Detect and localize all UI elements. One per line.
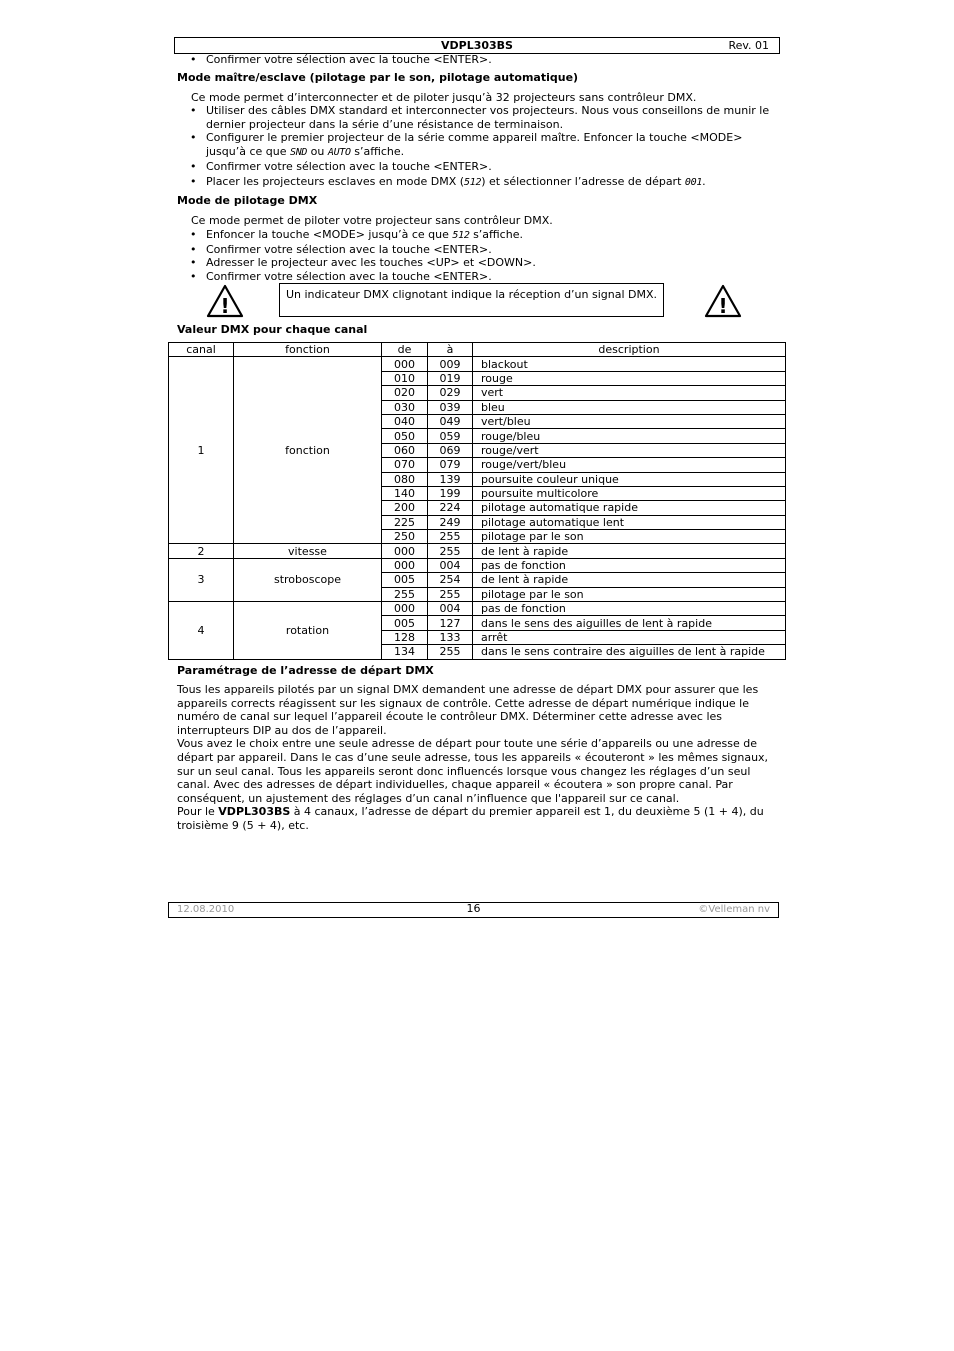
cell-a: 019 <box>428 371 473 385</box>
cell-canal: 1 <box>169 357 234 544</box>
cell-de: 000 <box>382 558 428 572</box>
list-item <box>177 228 777 243</box>
cell-a: 009 <box>428 357 473 371</box>
cell-a: 254 <box>428 573 473 587</box>
text-span: à 4 canaux, l’adresse de départ du premier appareil est 1, du deuxième 5 (1 + 4), du troisième 9 (5 + 4), etc. <box>177 805 764 832</box>
display-code: 512 <box>452 230 470 242</box>
list-item: • Confirmer votre sélection avec la touche <ENTER>. <box>177 160 777 174</box>
paragraph <box>177 805 779 832</box>
cell-a: 029 <box>428 386 473 400</box>
cell-de: 128 <box>382 630 428 644</box>
warning-triangle-icon <box>206 284 244 318</box>
notice-text: Un indicateur DMX clignotant indique la réception d’un signal DMX. <box>285 288 658 301</box>
text-span: Pour le <box>177 805 219 819</box>
section-intro: Ce mode permet d’interconnecter et de piloter jusqu’à 32 projecteurs sans contrôleur DMX. <box>191 90 697 104</box>
dmx-notice-box <box>279 283 664 317</box>
cell-a: 255 <box>428 530 473 544</box>
cell-description: pas de fonction <box>473 558 786 572</box>
cell-description: pilotage automatique lent <box>473 515 786 529</box>
warning-triangle-icon <box>704 284 742 318</box>
cell-description: pilotage par le son <box>473 587 786 601</box>
list-item: • Confirmer votre sélection avec la touche <ENTER>. <box>177 53 777 67</box>
cell-description: rouge/vert <box>473 443 786 457</box>
address-section <box>177 683 779 833</box>
top-bullet-section <box>177 53 777 67</box>
cell-de: 140 <box>382 486 428 500</box>
display-code: 512 <box>464 177 482 189</box>
cell-description: poursuite multicolore <box>473 486 786 500</box>
table-heading-wrap <box>177 323 777 337</box>
cell-a: 004 <box>428 558 473 572</box>
cell-de: 225 <box>382 515 428 529</box>
warning-mark: ! <box>718 294 728 318</box>
text-span: ou <box>307 144 328 158</box>
master-slave-section <box>177 71 777 190</box>
text-span: s’affiche. <box>350 144 405 158</box>
text-span: . <box>702 175 706 189</box>
display-code: 001 <box>684 177 703 189</box>
table-row <box>169 357 786 371</box>
list-item <box>177 131 777 159</box>
cell-a: 255 <box>428 645 473 659</box>
section-heading: Mode de pilotage DMX <box>177 194 318 207</box>
cell-a: 224 <box>428 501 473 515</box>
page-number: 16 <box>466 902 481 915</box>
cell-canal: 3 <box>169 558 234 601</box>
cell-description: rouge/bleu <box>473 429 786 443</box>
dmx-mode-section <box>177 194 777 284</box>
paragraph: Vous avez le choix entre une seule adresse de départ pour toute une série d’appareils ou une adresse de départ par appareil. Dans le cas d’une seule adresse, tous les appareils « écouteront » les mêmes signaux, sur un seul canal. Tous les appareils seront donc influencés lorsque vous changez les réglages d’un seul canal. Avec des adresses de départ individuelles, chaque appareil « écoutera » son propre canal. Par conséquent, un ajustement des réglages d’un canal n’influence que l'appareil sur ce canal. <box>177 737 769 805</box>
display-code: SND <box>289 146 308 158</box>
cell-de: 134 <box>382 645 428 659</box>
cell-de: 005 <box>382 616 428 630</box>
cell-description: blackout <box>473 357 786 371</box>
cell-de: 250 <box>382 530 428 544</box>
list-item: • Utiliser des câbles DMX standard et interconnecter vos projecteurs. Nous vous conseillons de munir le dernier projecteur dans la série d’une résistance de terminaison. <box>177 104 777 131</box>
display-code: AUTO <box>327 146 351 158</box>
page-header <box>174 37 780 54</box>
text-span: Configurer le premier projecteur de la série comme appareil maître. Enfoncer la touche <MODE> jusqu’à ce que <box>206 131 743 158</box>
cell-de: 030 <box>382 400 428 414</box>
col-header-description: description <box>473 343 786 357</box>
cell-de: 040 <box>382 414 428 428</box>
cell-de: 255 <box>382 587 428 601</box>
text-span: Placer les projecteurs esclaves en mode DMX ( <box>206 175 465 189</box>
page-footer <box>168 902 779 918</box>
cell-description: arrêt <box>473 630 786 644</box>
table-header-row <box>169 343 786 357</box>
cell-de: 000 <box>382 602 428 616</box>
cell-description: dans le sens des aiguilles de lent à rapide <box>473 616 786 630</box>
cell-de: 010 <box>382 371 428 385</box>
list-item: • Confirmer votre sélection avec la touche <ENTER>. <box>177 270 777 284</box>
cell-de: 020 <box>382 386 428 400</box>
cell-description: bleu <box>473 400 786 414</box>
cell-de: 000 <box>382 357 428 371</box>
cell-description: dans le sens contraire des aiguilles de lent à rapide <box>473 645 786 659</box>
cell-description: pilotage automatique rapide <box>473 501 786 515</box>
cell-description: vert/bleu <box>473 414 786 428</box>
cell-description: de lent à rapide <box>473 544 786 558</box>
cell-fonction: fonction <box>234 357 382 544</box>
cell-de: 070 <box>382 458 428 472</box>
cell-description: pilotage par le son <box>473 530 786 544</box>
section-heading: Valeur DMX pour chaque canal <box>177 323 368 336</box>
cell-fonction: rotation <box>234 602 382 660</box>
cell-a: 255 <box>428 587 473 601</box>
table-row <box>169 544 786 558</box>
cell-description: rouge/vert/bleu <box>473 458 786 472</box>
cell-description: poursuite couleur unique <box>473 472 786 486</box>
cell-a: 004 <box>428 602 473 616</box>
cell-fonction: stroboscope <box>234 558 382 601</box>
warning-mark: ! <box>220 294 230 318</box>
cell-de: 200 <box>382 501 428 515</box>
paragraph: Tous les appareils pilotés par un signal DMX demandent une adresse de départ DMX pour assurer que les appareils corrects réagissent sur les signaux de contrôle. Cette adresse de départ numérique indique le numéro de canal sur lequel l’appareil écoute le contrôleur DMX. Déterminer cette adresse avec les interrupteurs DIP au dos de l’appareil. <box>177 683 759 737</box>
text-span: s’affiche. <box>469 228 523 242</box>
cell-a: 255 <box>428 544 473 558</box>
cell-a: 059 <box>428 429 473 443</box>
cell-de: 000 <box>382 544 428 558</box>
cell-canal: 2 <box>169 544 234 558</box>
header-model: VDPL303BS <box>441 39 513 52</box>
cell-description: pas de fonction <box>473 602 786 616</box>
cell-de: 050 <box>382 429 428 443</box>
cell-description: rouge <box>473 371 786 385</box>
section-intro: Ce mode permet de piloter votre projecteur sans contrôleur DMX. <box>191 213 553 227</box>
list-item: • Confirmer votre sélection avec la touche <ENTER>. <box>177 243 777 257</box>
cell-canal: 4 <box>169 602 234 660</box>
col-header-a: à <box>428 343 473 357</box>
header-revision: Rev. 01 <box>728 39 769 52</box>
cell-de: 060 <box>382 443 428 457</box>
col-header-de: de <box>382 343 428 357</box>
col-header-canal: canal <box>169 343 234 357</box>
section-heading: Paramétrage de l’adresse de départ DMX <box>177 664 434 677</box>
cell-de: 005 <box>382 573 428 587</box>
table-row <box>169 558 786 572</box>
cell-description: vert <box>473 386 786 400</box>
list-item: • Adresser le projecteur avec les touches <UP> et <DOWN>. <box>177 256 777 270</box>
footer-date: 12.08.2010 <box>177 904 235 915</box>
cell-a: 069 <box>428 443 473 457</box>
address-heading-wrap <box>177 664 779 678</box>
table-body <box>169 357 786 659</box>
dmx-channel-table <box>168 342 786 660</box>
table-row <box>169 602 786 616</box>
cell-a: 049 <box>428 414 473 428</box>
model-name: VDPL303BS <box>218 805 291 819</box>
text-span: ) et sélectionner l’adresse de départ <box>481 175 685 189</box>
cell-a: 079 <box>428 458 473 472</box>
cell-a: 133 <box>428 630 473 644</box>
cell-a: 139 <box>428 472 473 486</box>
cell-a: 249 <box>428 515 473 529</box>
text-span: Enfoncer la touche <MODE> jusqu’à ce que <box>206 228 453 242</box>
list-item <box>177 175 777 190</box>
cell-fonction: vitesse <box>234 544 382 558</box>
cell-a: 127 <box>428 616 473 630</box>
footer-copyright: ©Velleman nv <box>698 904 770 915</box>
section-heading: Mode maître/esclave (pilotage par le son, pilotage automatique) <box>177 71 579 84</box>
cell-a: 199 <box>428 486 473 500</box>
cell-a: 039 <box>428 400 473 414</box>
cell-description: de lent à rapide <box>473 573 786 587</box>
col-header-fonction: fonction <box>234 343 382 357</box>
cell-de: 080 <box>382 472 428 486</box>
